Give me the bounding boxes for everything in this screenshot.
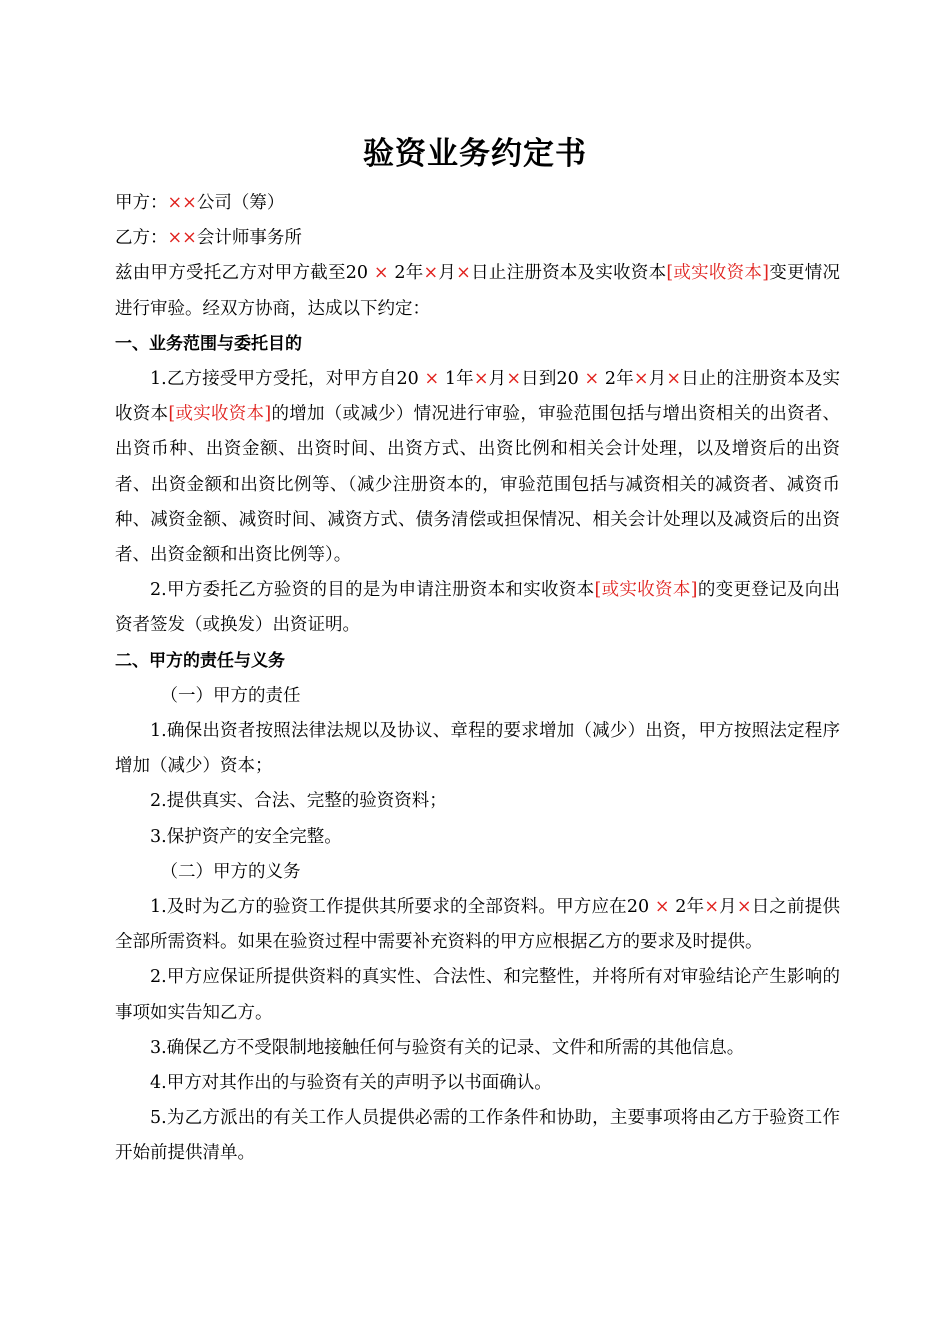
responsibility-item-1: 1.确保出资者按照法律法规以及协议、章程的要求增加（减少）出资，甲方按照法定程序增加（减少）资本； (115, 721, 840, 777)
subheading-obligation: （二）甲方的义务 (160, 861, 301, 882)
scope-paragraph-1: 1.乙方接受甲方受托，对甲方自20 × 1年×月×日到20 × 2年×月×日止的注册资本及实收资本[或实收资本]的增加（或减少）情况进行审验，审验范围包括与增出资相关的出资者、出资币种、出资金额、出资时间、出资方式、出资比例和相关会计处理，以及增资后的出资者、出资金额和出资比例等、（减少注册资本的，审验范围包括与减资相关的减资者、减资币种、减资金额、减资时间、减资方式、债务清偿或担保情况、相关会计处理以及减资后的出资者、出资金额和出资比例等）。 (115, 369, 841, 566)
obligation-item-3: 3.确保乙方不受限制地接触任何与验资有关的记录、文件和所需的其他信息。 (150, 1037, 745, 1058)
section-heading-scope: 一、业务范围与委托目的 (115, 333, 302, 354)
obligation-item-1: 1.及时为乙方的验资工作提供其所要求的全部资料。甲方应在20 × 2年×月×日之前提供全部所需资料。如果在验资过程中需要补充资料的甲方应根据乙方的要求及时提供。 (115, 897, 841, 953)
obligation-item-4: 4.甲方对其作出的与验资有关的声明予以书面确认。 (150, 1073, 552, 1094)
section-heading-party-a: 二、甲方的责任与义务 (115, 650, 285, 671)
party-a-line: 甲方：××公司（筹） (115, 193, 285, 213)
page-title: 验资业务约定书 (363, 136, 587, 172)
intro-paragraph: 兹由甲方受托乙方对甲方截至20 × 2年×月×日止注册资本及实收资本[或实收资本]变更情况进行审验。经双方协商，达成以下约定： (115, 263, 841, 319)
responsibility-item-2: 2.提供真实、合法、完整的验资资料； (150, 791, 447, 812)
obligation-item-2: 2.甲方应保证所提供资料的真实性、合法性、和完整性，并将所有对审验结论产生影响的事项如实告知乙方。 (115, 967, 840, 1023)
scope-paragraph-2: 2.甲方委托乙方验资的目的是为申请注册资本和实收资本[或实收资本]的变更登记及向出资者签发（或换发）出资证明。 (115, 580, 841, 636)
responsibility-item-3: 3.保护资产的安全完整。 (150, 826, 342, 847)
obligation-item-5: 5.为乙方派出的有关工作人员提供必需的工作条件和协助，主要事项将由乙方于验资工作开始前提供清单。 (115, 1108, 840, 1164)
subheading-responsibility: （一）甲方的责任 (160, 685, 301, 706)
document-body (115, 186, 840, 1172)
party-b-line: 乙方：××会计师事务所 (115, 228, 302, 249)
